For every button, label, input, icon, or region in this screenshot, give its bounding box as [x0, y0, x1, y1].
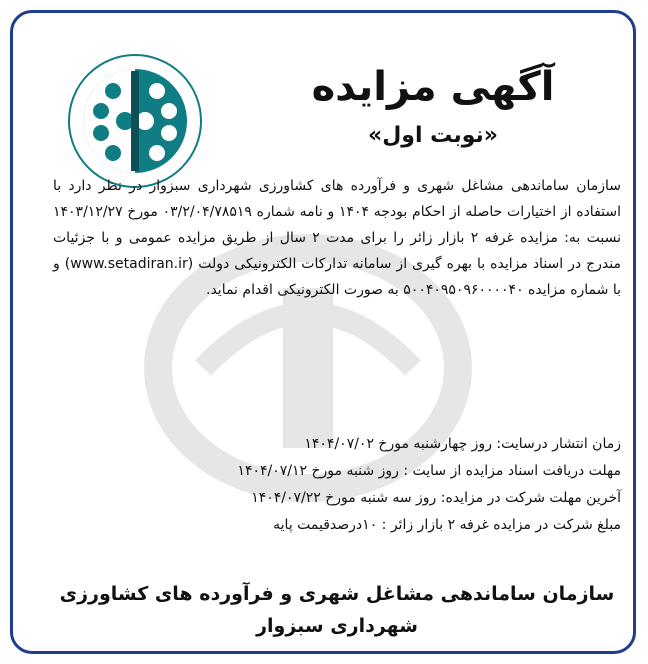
notice-subtitle: «نوبت اول» [368, 123, 498, 148]
notice-footer [53, 578, 621, 642]
organization-emblem-icon [65, 51, 205, 191]
notice-title: آگهی مزایده [311, 64, 555, 110]
detail-participation-amount: مبلغ شرکت در مزایده غرفه ۲ بازار زائر : ۱۰درصدقیمت پایه [273, 517, 621, 533]
notice-body [53, 173, 621, 303]
notice-details [53, 431, 621, 539]
footer-municipality: شهرداری سبزوار [256, 615, 418, 637]
notice-frame [10, 10, 636, 654]
detail-publish-date: زمان انتشار درسایت: روز چهارشنبه مورخ ۱۴۰۴/۰۷/۰۲ [304, 436, 621, 452]
detail-participation-deadline: آخرین مهلت شرکت در مزایده: روز سه شنبه مورخ ۱۴۰۴/۰۷/۲۲ [251, 490, 621, 506]
detail-document-deadline: مهلت دریافت اسناد مزایده از سایت : روز شنبه مورخ ۱۴۰۴/۰۷/۱۲ [237, 463, 621, 479]
notice-paragraph: سازمان ساماندهی مشاغل شهری و فرآورده های کشاورزی شهرداری سبزوار در نظر دارد با استفاده از اختیارات حاصله از احکام بودجه ۱۴۰۴ و نامه شماره ۰۳/۲/۰۴/۷۸۵۱۹ مورخ ۱۴۰۳/۱۲/۲۷ نسبت به: مزایده غرفه ۲ بازار زائر را برای مدت ۲ سال از طریق مزایده عمومی و با جزئیات مندرج در اسناد مزایده با بهره گیری از سامانه تدارکات الکترونیکی دولت (www.setadiran.ir) و با شماره مزایده ۵۰۰۴۰۹۵۰۹۶۰۰۰۰۴۰ به صورت الکترونیکی اقدام نماید. [53, 178, 621, 298]
footer-organization: سازمان ساماندهی مشاغل شهری و فرآورده های کشاورزی [59, 583, 615, 605]
